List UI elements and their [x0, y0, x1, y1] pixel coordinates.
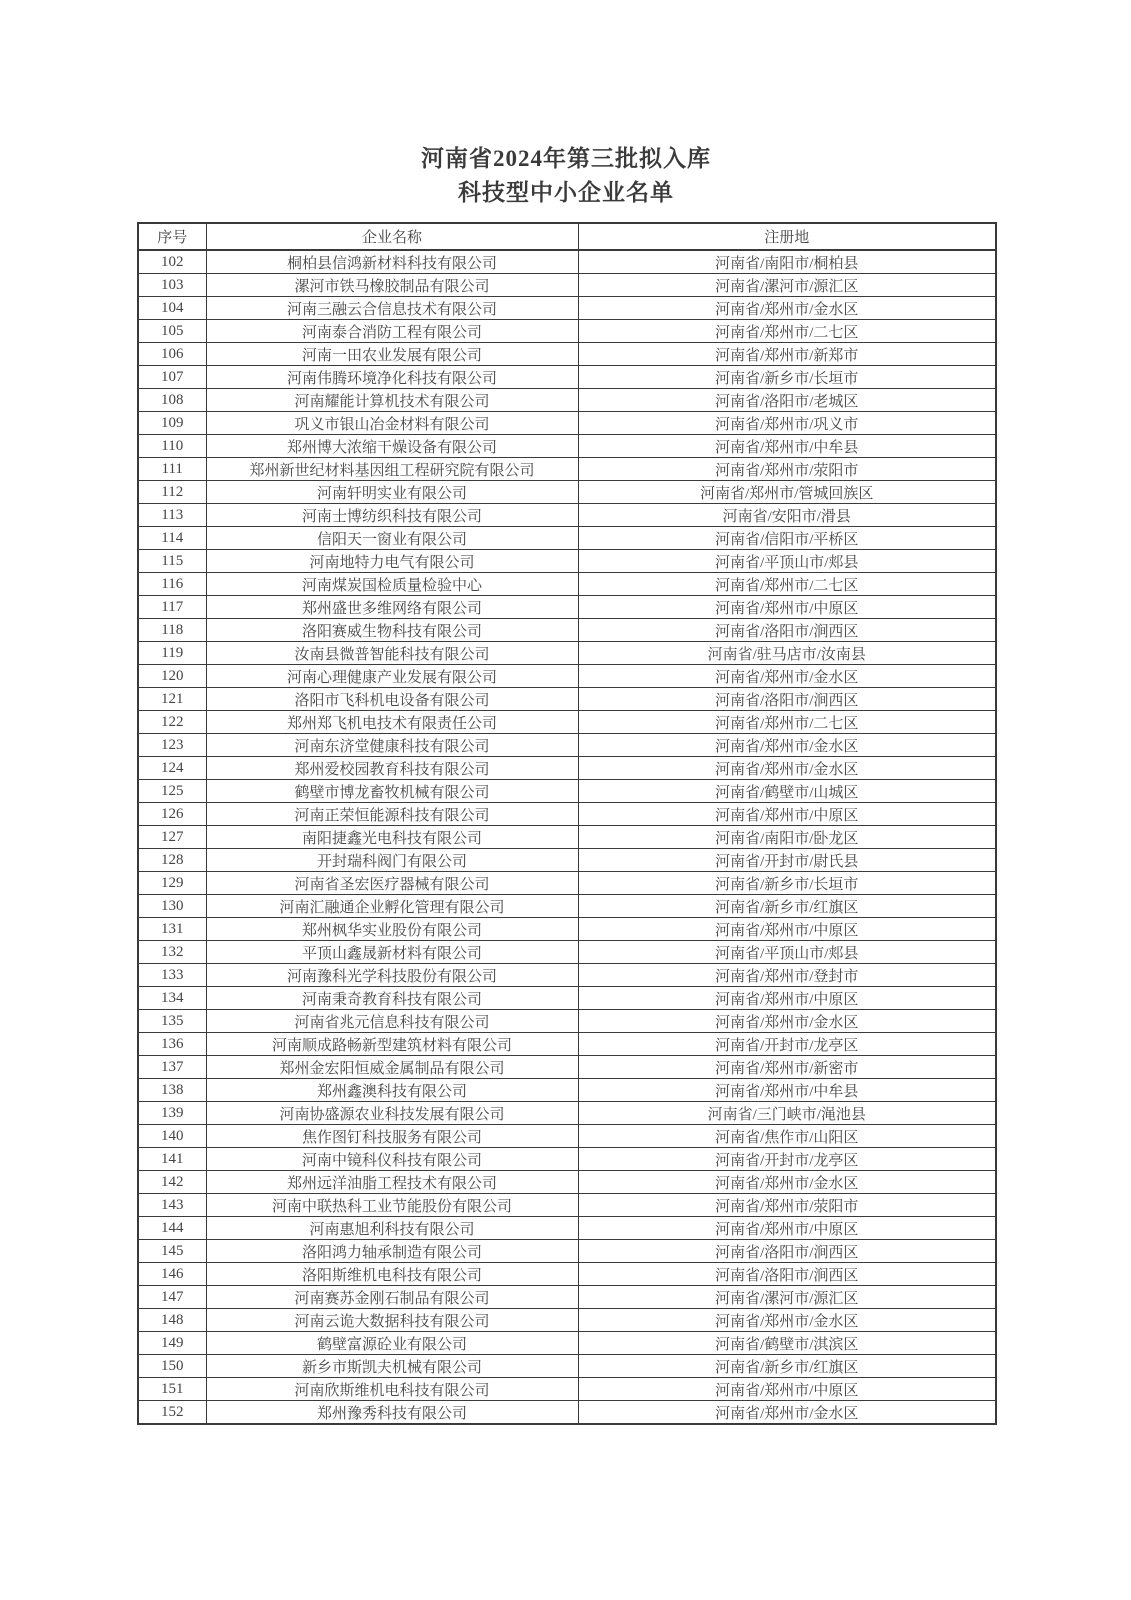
registration-location: 河南省/郑州市/二七区 [578, 320, 996, 343]
row-index: 118 [138, 619, 206, 642]
table-row [138, 550, 996, 573]
table-row [138, 665, 996, 688]
company-name: 河南惠旭利科技有限公司 [206, 1217, 578, 1240]
page-title-line1: 河南省2024年第三批拟入库 [421, 146, 711, 171]
row-index: 137 [138, 1056, 206, 1079]
row-index: 124 [138, 757, 206, 780]
registration-location: 河南省/焦作市/山阳区 [578, 1125, 996, 1148]
company-name: 汝南县微普智能科技有限公司 [206, 642, 578, 665]
table-row [138, 435, 996, 458]
registration-location: 河南省/新乡市/红旗区 [578, 1355, 996, 1378]
company-name: 河南协盛源农业科技发展有限公司 [206, 1102, 578, 1125]
row-index: 149 [138, 1332, 206, 1355]
table-row [138, 918, 996, 941]
registration-location: 河南省/洛阳市/涧西区 [578, 1263, 996, 1286]
row-index: 103 [138, 274, 206, 297]
company-name: 巩义市银山冶金材料有限公司 [206, 412, 578, 435]
table-row [138, 1355, 996, 1378]
registration-location: 河南省/洛阳市/涧西区 [578, 619, 996, 642]
company-name: 河南豫科光学科技股份有限公司 [206, 964, 578, 987]
table-row [138, 297, 996, 320]
registration-location: 河南省/郑州市/金水区 [578, 1401, 996, 1425]
registration-location: 河南省/新乡市/长垣市 [578, 872, 996, 895]
company-name: 信阳天一窗业有限公司 [206, 527, 578, 550]
company-name: 郑州博大浓缩干燥设备有限公司 [206, 435, 578, 458]
registration-location: 河南省/新乡市/红旗区 [578, 895, 996, 918]
registration-location: 河南省/郑州市/中原区 [578, 596, 996, 619]
table-row [138, 1263, 996, 1286]
row-index: 122 [138, 711, 206, 734]
registration-location: 河南省/郑州市/中原区 [578, 1378, 996, 1401]
company-name: 洛阳斯维机电科技有限公司 [206, 1263, 578, 1286]
table-row [138, 527, 996, 550]
company-name: 河南省兆元信息科技有限公司 [206, 1010, 578, 1033]
row-index: 139 [138, 1102, 206, 1125]
row-index: 150 [138, 1355, 206, 1378]
company-name: 河南心理健康产业发展有限公司 [206, 665, 578, 688]
table-row [138, 895, 996, 918]
table-row [138, 1194, 996, 1217]
company-name: 郑州新世纪材料基因组工程研究院有限公司 [206, 458, 578, 481]
registration-location: 河南省/新乡市/长垣市 [578, 366, 996, 389]
company-name: 郑州鑫澳科技有限公司 [206, 1079, 578, 1102]
table-row [138, 320, 996, 343]
table-header-row [138, 223, 996, 250]
table-row [138, 1125, 996, 1148]
table-row [138, 711, 996, 734]
company-name: 郑州盛世多维网络有限公司 [206, 596, 578, 619]
registration-location: 河南省/郑州市/金水区 [578, 1171, 996, 1194]
registration-location: 河南省/漯河市/源汇区 [578, 274, 996, 297]
registration-location: 河南省/南阳市/卧龙区 [578, 826, 996, 849]
company-name: 河南泰合消防工程有限公司 [206, 320, 578, 343]
table-row [138, 1286, 996, 1309]
company-name: 郑州金宏阳恒威金属制品有限公司 [206, 1056, 578, 1079]
row-index: 145 [138, 1240, 206, 1263]
table-row [138, 412, 996, 435]
table-row [138, 1033, 996, 1056]
registration-location: 河南省/开封市/龙亭区 [578, 1033, 996, 1056]
registration-location: 河南省/洛阳市/涧西区 [578, 688, 996, 711]
table-row [138, 826, 996, 849]
company-name: 焦作图钉科技服务有限公司 [206, 1125, 578, 1148]
company-name: 鹤壁富源砼业有限公司 [206, 1332, 578, 1355]
row-index: 119 [138, 642, 206, 665]
table-row [138, 389, 996, 412]
page-title-line2: 科技型中小企业名单 [458, 180, 674, 205]
registration-location: 河南省/郑州市/金水区 [578, 297, 996, 320]
row-index: 123 [138, 734, 206, 757]
row-index: 148 [138, 1309, 206, 1332]
row-index: 117 [138, 596, 206, 619]
company-name: 郑州枫华实业股份有限公司 [206, 918, 578, 941]
row-index: 147 [138, 1286, 206, 1309]
table-body [138, 250, 996, 1424]
table-row [138, 780, 996, 803]
registration-location: 河南省/平顶山市/郏县 [578, 941, 996, 964]
company-name: 河南顺成路畅新型建筑材料有限公司 [206, 1033, 578, 1056]
row-index: 121 [138, 688, 206, 711]
table-row [138, 642, 996, 665]
company-name: 河南耀能计算机技术有限公司 [206, 389, 578, 412]
registration-location: 河南省/郑州市/中牟县 [578, 435, 996, 458]
table-row [138, 1102, 996, 1125]
table-row [138, 1010, 996, 1033]
table-row [138, 757, 996, 780]
row-index: 114 [138, 527, 206, 550]
table-row [138, 941, 996, 964]
row-index: 127 [138, 826, 206, 849]
row-index: 104 [138, 297, 206, 320]
company-name: 郑州远洋油脂工程技术有限公司 [206, 1171, 578, 1194]
table-row [138, 1309, 996, 1332]
table-row [138, 573, 996, 596]
registration-location: 河南省/郑州市/金水区 [578, 1309, 996, 1332]
company-name: 河南省圣宏医疗器械有限公司 [206, 872, 578, 895]
registration-location: 河南省/郑州市/新郑市 [578, 343, 996, 366]
company-name: 河南欣斯维机电科技有限公司 [206, 1378, 578, 1401]
row-index: 151 [138, 1378, 206, 1401]
company-name: 河南赛苏金刚石制品有限公司 [206, 1286, 578, 1309]
company-name: 河南东济堂健康科技有限公司 [206, 734, 578, 757]
row-index: 126 [138, 803, 206, 826]
row-index: 131 [138, 918, 206, 941]
company-name: 河南正荣恒能源科技有限公司 [206, 803, 578, 826]
registration-location: 河南省/洛阳市/老城区 [578, 389, 996, 412]
row-index: 112 [138, 481, 206, 504]
company-name: 郑州爱校园教育科技有限公司 [206, 757, 578, 780]
registration-location: 河南省/开封市/尉氏县 [578, 849, 996, 872]
row-index: 113 [138, 504, 206, 527]
table-row [138, 1148, 996, 1171]
header-index: 序号 [138, 223, 206, 250]
row-index: 108 [138, 389, 206, 412]
table-row [138, 734, 996, 757]
registration-location: 河南省/洛阳市/涧西区 [578, 1240, 996, 1263]
row-index: 134 [138, 987, 206, 1010]
company-name: 河南伟腾环境净化科技有限公司 [206, 366, 578, 389]
table-row [138, 1401, 996, 1425]
company-name: 洛阳鸿力轴承制造有限公司 [206, 1240, 578, 1263]
table-row [138, 366, 996, 389]
table-row [138, 596, 996, 619]
row-index: 133 [138, 964, 206, 987]
registration-location: 河南省/开封市/龙亭区 [578, 1148, 996, 1171]
registration-location: 河南省/郑州市/中牟县 [578, 1079, 996, 1102]
registration-location: 河南省/郑州市/管城回族区 [578, 481, 996, 504]
registration-location: 河南省/鹤壁市/山城区 [578, 780, 996, 803]
registration-location: 河南省/郑州市/中原区 [578, 1217, 996, 1240]
registration-location: 河南省/郑州市/中原区 [578, 803, 996, 826]
registration-location: 河南省/鹤壁市/淇滨区 [578, 1332, 996, 1355]
company-name: 郑州豫秀科技有限公司 [206, 1401, 578, 1425]
company-name: 河南煤炭国检质量检验中心 [206, 573, 578, 596]
row-index: 138 [138, 1079, 206, 1102]
table-row [138, 1056, 996, 1079]
table-row [138, 1217, 996, 1240]
row-index: 115 [138, 550, 206, 573]
table-row [138, 1332, 996, 1355]
row-index: 142 [138, 1171, 206, 1194]
company-name: 河南一田农业发展有限公司 [206, 343, 578, 366]
row-index: 120 [138, 665, 206, 688]
company-name: 鹤壁市博龙畜牧机械有限公司 [206, 780, 578, 803]
company-name: 河南轩明实业有限公司 [206, 481, 578, 504]
header-company-name: 企业名称 [206, 223, 578, 250]
registration-location: 河南省/三门峡市/渑池县 [578, 1102, 996, 1125]
registration-location: 河南省/郑州市/金水区 [578, 665, 996, 688]
table-row [138, 250, 996, 274]
company-name: 河南中联热科工业节能股份有限公司 [206, 1194, 578, 1217]
registration-location: 河南省/郑州市/中原区 [578, 918, 996, 941]
registration-location: 河南省/南阳市/桐柏县 [578, 250, 996, 274]
registration-location: 河南省/郑州市/二七区 [578, 711, 996, 734]
registration-location: 河南省/平顶山市/郏县 [578, 550, 996, 573]
row-index: 109 [138, 412, 206, 435]
row-index: 116 [138, 573, 206, 596]
company-name: 河南三融云合信息技术有限公司 [206, 297, 578, 320]
company-name: 开封瑞科阀门有限公司 [206, 849, 578, 872]
company-name: 河南中镜科仪科技有限公司 [206, 1148, 578, 1171]
row-index: 128 [138, 849, 206, 872]
row-index: 125 [138, 780, 206, 803]
row-index: 144 [138, 1217, 206, 1240]
registration-location: 河南省/郑州市/二七区 [578, 573, 996, 596]
table-row [138, 849, 996, 872]
registration-location: 河南省/郑州市/登封市 [578, 964, 996, 987]
row-index: 107 [138, 366, 206, 389]
row-index: 141 [138, 1148, 206, 1171]
row-index: 132 [138, 941, 206, 964]
table-row [138, 1378, 996, 1401]
registration-location: 河南省/郑州市/巩义市 [578, 412, 996, 435]
company-name: 河南秉奇教育科技有限公司 [206, 987, 578, 1010]
company-name: 洛阳赛威生物科技有限公司 [206, 619, 578, 642]
registration-location: 河南省/郑州市/荥阳市 [578, 1194, 996, 1217]
company-name: 桐柏县信鸿新材料科技有限公司 [206, 250, 578, 274]
table-row [138, 619, 996, 642]
row-index: 140 [138, 1125, 206, 1148]
company-name: 河南汇融通企业孵化管理有限公司 [206, 895, 578, 918]
company-name: 平顶山鑫晟新材料有限公司 [206, 941, 578, 964]
company-name: 郑州郑飞机电技术有限责任公司 [206, 711, 578, 734]
table-row [138, 1079, 996, 1102]
table-row [138, 1240, 996, 1263]
company-name: 新乡市斯凯夫机械有限公司 [206, 1355, 578, 1378]
table-row [138, 343, 996, 366]
registration-location: 河南省/郑州市/金水区 [578, 757, 996, 780]
row-index: 105 [138, 320, 206, 343]
company-name: 河南云诡大数据科技有限公司 [206, 1309, 578, 1332]
registration-location: 河南省/郑州市/荥阳市 [578, 458, 996, 481]
row-index: 111 [138, 458, 206, 481]
registration-location: 河南省/郑州市/新密市 [578, 1056, 996, 1079]
company-name: 河南士博纺织科技有限公司 [206, 504, 578, 527]
company-name: 河南地特力电气有限公司 [206, 550, 578, 573]
company-name: 漯河市铁马橡胶制品有限公司 [206, 274, 578, 297]
registration-location: 河南省/漯河市/源汇区 [578, 1286, 996, 1309]
registration-location: 河南省/郑州市/金水区 [578, 1010, 996, 1033]
table-row [138, 964, 996, 987]
table-row [138, 688, 996, 711]
header-registration-location: 注册地 [578, 223, 996, 250]
company-name: 南阳捷鑫光电科技有限公司 [206, 826, 578, 849]
row-index: 110 [138, 435, 206, 458]
row-index: 129 [138, 872, 206, 895]
row-index: 135 [138, 1010, 206, 1033]
table-row [138, 987, 996, 1010]
registration-location: 河南省/安阳市/滑县 [578, 504, 996, 527]
registration-location: 河南省/信阳市/平桥区 [578, 527, 996, 550]
registration-location: 河南省/郑州市/金水区 [578, 734, 996, 757]
row-index: 152 [138, 1401, 206, 1425]
table-row [138, 872, 996, 895]
registration-location: 河南省/郑州市/中原区 [578, 987, 996, 1010]
document-page [137, 142, 995, 1425]
row-index: 106 [138, 343, 206, 366]
row-index: 143 [138, 1194, 206, 1217]
row-index: 146 [138, 1263, 206, 1286]
table-row [138, 481, 996, 504]
table-row [138, 1171, 996, 1194]
company-table [137, 222, 997, 1425]
company-name: 洛阳市飞科机电设备有限公司 [206, 688, 578, 711]
registration-location: 河南省/驻马店市/汝南县 [578, 642, 996, 665]
table-row [138, 504, 996, 527]
table-row [138, 803, 996, 826]
table-row [138, 458, 996, 481]
row-index: 130 [138, 895, 206, 918]
row-index: 136 [138, 1033, 206, 1056]
table-row [138, 274, 996, 297]
row-index: 102 [138, 250, 206, 274]
